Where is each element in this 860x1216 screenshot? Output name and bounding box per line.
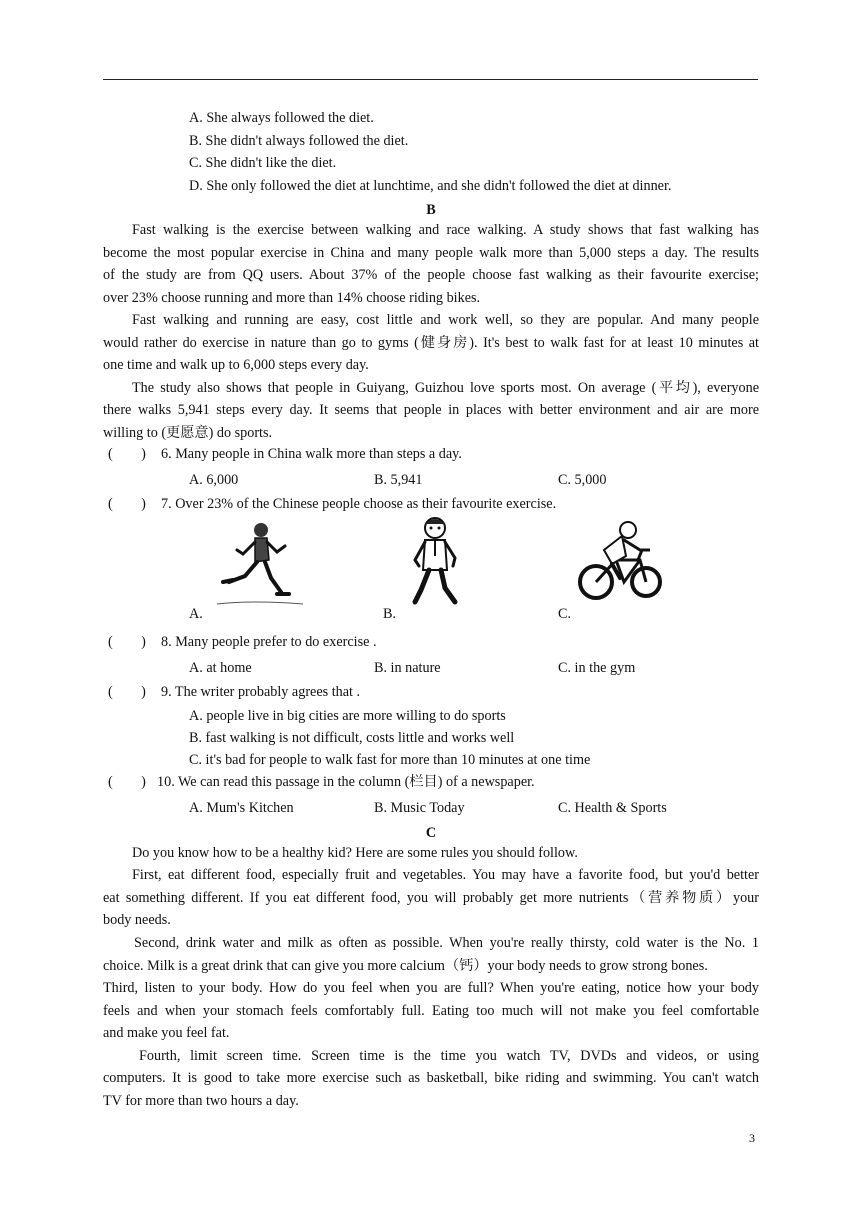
- q7-answer-blank: ( ): [108, 496, 146, 512]
- header-rule: [103, 79, 758, 80]
- q8-text: 8. Many people prefer to do exercise .: [161, 634, 377, 650]
- prev-option-c: C. She didn't like the diet.: [189, 155, 337, 171]
- section-c-p2-line2: choice. Milk is a great drink that can give you more calcium（钙）your body needs to grow strong bones.: [103, 958, 708, 974]
- section-b-p1-line1: Fast walking is the exercise between walking and race walking. A study shows that fast walking has: [132, 222, 759, 238]
- q6-option-c: C. 5,000: [558, 472, 607, 488]
- section-b-p2-line3: one time and walk up to 6,000 steps every day.: [103, 357, 369, 373]
- q9-answer-blank: ( ): [108, 684, 146, 700]
- section-c-p3-line2: feels and when your stomach feels comfortably full. Eating too much will not make you feel comfortable: [103, 1003, 759, 1019]
- q6-option-b: B. 5,941: [374, 472, 423, 488]
- walker-picture: [405, 516, 465, 611]
- q8-option-a: A. at home: [189, 660, 252, 676]
- q8-option-c: C. in the gym: [558, 660, 636, 676]
- section-c-p4-line1: Fourth, limit screen time. Screen time is the time you watch TV, DVDs and videos, or using: [139, 1048, 759, 1064]
- section-b-p1-line4: over 23% choose running and more than 14% choose riding bikes.: [103, 290, 481, 306]
- section-b-p3-line3: willing to (更愿意) do sports.: [103, 425, 273, 441]
- section-c-p2-line1: Second, drink water and milk as often as possible. When you're really thirsty, cold water is the No. 1: [134, 935, 759, 951]
- section-b-p3-line1: The study also shows that people in Guiyang, Guizhou love sports most. On average (平均), everyone: [132, 380, 759, 396]
- q10-answer-blank: ( ): [108, 774, 146, 790]
- q10-option-a: A. Mum's Kitchen: [189, 800, 294, 816]
- section-b-p1-line2: become the most popular exercise in China and many people walk more than 5,000 steps a day. The results: [103, 245, 759, 261]
- q7-option-c: C.: [558, 606, 572, 622]
- q10-option-b: B. Music Today: [374, 800, 465, 816]
- prev-option-b: B. She didn't always followed the diet.: [189, 133, 409, 149]
- section-c-intro: Do you know how to be a healthy kid? Here are some rules you should follow.: [132, 845, 578, 861]
- q8-option-b: B. in nature: [374, 660, 441, 676]
- section-c-p4-line3: TV for more than two hours a day.: [103, 1093, 299, 1109]
- q7-option-b: B.: [383, 606, 397, 622]
- q7-text: 7. Over 23% of the Chinese people choose as their favourite exercise.: [161, 496, 557, 512]
- section-b-heading: B: [426, 202, 436, 218]
- section-b-p2-line1: Fast walking and running are easy, cost little and work well, so they are popular. And many people: [132, 312, 759, 328]
- section-c-heading: C: [425, 825, 437, 841]
- q10-option-c: C. Health & Sports: [558, 800, 667, 816]
- q6-option-a: A. 6,000: [189, 472, 239, 488]
- q6-text: 6. Many people in China walk more than steps a day.: [161, 446, 462, 462]
- q8-answer-blank: ( ): [108, 634, 146, 650]
- section-c-p1-line1: First, eat different food, especially fruit and vegetables. You may have a favorite food, but you'd better: [132, 867, 759, 883]
- q9-option-c: C. it's bad for people to walk fast for more than 10 minutes at one time: [189, 752, 591, 768]
- q7-option-a: A.: [189, 606, 203, 622]
- section-c-p3-line1: Third, listen to your body. How do you feel when you are full? When you're eating, notice how your body: [103, 980, 759, 996]
- section-c-p4-line2: computers. It is good to take more exercise such as basketball, bike riding and swimming. You can't watch: [103, 1070, 759, 1086]
- section-b-p3-line2: there walks 5,941 steps every day. It seems that people in places with better environment and air are more: [103, 402, 759, 418]
- section-c-p1-line2: eat something different. If you eat different food, you will probably get more nutrients（营养物质）your: [103, 890, 759, 906]
- q6-answer-blank: ( ): [108, 446, 146, 462]
- q9-option-b: B. fast walking is not difficult, costs little and works well: [189, 730, 515, 746]
- cyclist-picture: [576, 520, 664, 602]
- section-c-p1-line3: body needs.: [103, 912, 171, 928]
- q9-option-a: A. people live in big cities are more willing to do sports: [189, 708, 506, 724]
- runner-picture: [215, 520, 305, 610]
- section-c-p3-line3: and make you feel fat.: [103, 1025, 230, 1041]
- prev-option-a: A. She always followed the diet.: [189, 110, 374, 126]
- section-b-p1-line3: of the study are from QQ users. About 37% of the people choose fast walking as their favourite exercise;: [103, 267, 759, 283]
- q9-text: 9. The writer probably agrees that .: [161, 684, 361, 700]
- prev-option-d: D. She only followed the diet at lunchtime, and she didn't followed the diet at dinner.: [189, 178, 672, 194]
- page-number: 3: [749, 1131, 755, 1145]
- section-b-p2-line2: would rather do exercise in nature than go to gyms (健身房). It's best to walk fast for at least 10 minutes at: [103, 335, 759, 351]
- q10-text: 10. We can read this passage in the column (栏目) of a newspaper.: [157, 774, 535, 790]
